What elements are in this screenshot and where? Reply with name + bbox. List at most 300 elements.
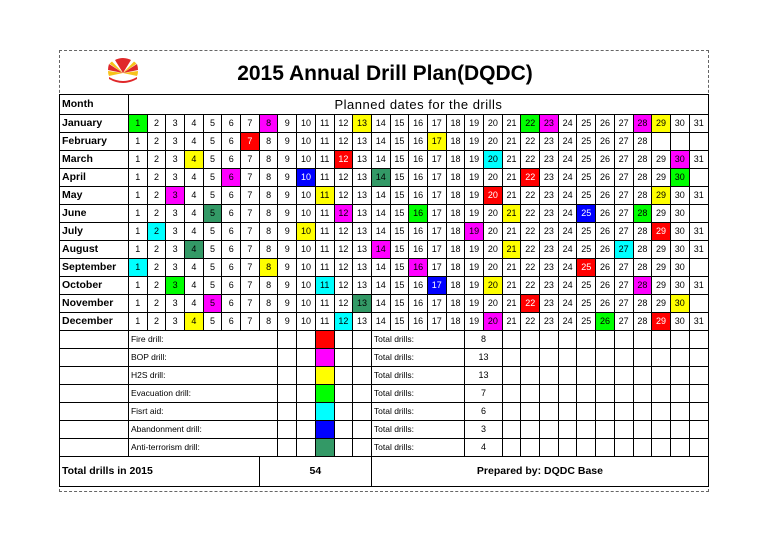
day-cell: 15 xyxy=(390,241,409,259)
legend-total-label: Total drills: xyxy=(371,385,464,403)
day-cell: 26 xyxy=(596,223,615,241)
day-cell: 19 xyxy=(465,259,484,277)
day-cell: 16 xyxy=(409,241,428,259)
drill-day-cell: 3 xyxy=(166,187,185,205)
day-cell: 17 xyxy=(427,295,446,313)
day-cell: 31 xyxy=(689,241,708,259)
day-cell: 3 xyxy=(166,151,185,169)
month-row xyxy=(60,295,709,313)
day-cell: 19 xyxy=(465,241,484,259)
day-cell: 1 xyxy=(128,151,147,169)
legend-label: BOP drill: xyxy=(128,349,259,367)
day-cell: 21 xyxy=(502,187,521,205)
day-cell: 2 xyxy=(147,169,166,187)
day-cell: 6 xyxy=(222,133,241,151)
day-cell: 22 xyxy=(521,259,540,277)
drill-day-cell: 25 xyxy=(577,259,596,277)
day-cell: 17 xyxy=(427,241,446,259)
day-cell: 24 xyxy=(558,277,577,295)
day-cell: 18 xyxy=(446,133,465,151)
day-cell: 7 xyxy=(241,241,260,259)
day-cell: 14 xyxy=(371,115,390,133)
day-cell: 23 xyxy=(540,313,559,331)
legend-gap xyxy=(353,421,372,439)
legend-gap xyxy=(540,349,559,367)
day-cell: 18 xyxy=(446,169,465,187)
legend-gap xyxy=(521,367,540,385)
day-cell: 16 xyxy=(409,277,428,295)
day-cell: 4 xyxy=(185,133,204,151)
drill-day-cell: 25 xyxy=(577,205,596,223)
day-cell: 13 xyxy=(353,205,372,223)
day-cell xyxy=(689,205,708,223)
legend-row xyxy=(60,367,709,385)
day-cell: 14 xyxy=(371,277,390,295)
day-cell: 7 xyxy=(241,205,260,223)
legend-color-swatch xyxy=(315,403,334,421)
legend-gap xyxy=(278,385,297,403)
legend-gap xyxy=(670,367,689,385)
legend-gap xyxy=(670,403,689,421)
legend-gap xyxy=(521,439,540,457)
legend-gap xyxy=(334,439,353,457)
day-cell: 18 xyxy=(446,277,465,295)
day-cell: 18 xyxy=(446,205,465,223)
legend-gap xyxy=(502,367,521,385)
day-cell: 9 xyxy=(278,313,297,331)
legend-gap xyxy=(652,403,671,421)
legend-gap xyxy=(670,439,689,457)
day-cell: 26 xyxy=(596,151,615,169)
legend-gap xyxy=(633,403,652,421)
legend-gap xyxy=(259,367,278,385)
drill-day-cell: 13 xyxy=(353,295,372,313)
day-cell: 2 xyxy=(147,151,166,169)
day-cell: 16 xyxy=(409,115,428,133)
day-cell: 30 xyxy=(670,259,689,277)
day-cell: 8 xyxy=(259,241,278,259)
day-cell: 11 xyxy=(315,241,334,259)
day-cell: 28 xyxy=(633,223,652,241)
day-cell: 4 xyxy=(185,187,204,205)
day-cell: 23 xyxy=(540,277,559,295)
legend-gap xyxy=(278,403,297,421)
day-cell: 25 xyxy=(577,295,596,313)
day-cell: 3 xyxy=(166,259,185,277)
legend-gap xyxy=(334,367,353,385)
day-cell: 17 xyxy=(427,169,446,187)
day-cell: 15 xyxy=(390,223,409,241)
month-row xyxy=(60,115,709,133)
day-cell: 20 xyxy=(484,169,503,187)
legend-gap xyxy=(353,439,372,457)
month-header: Month xyxy=(60,95,129,115)
day-cell: 4 xyxy=(185,205,204,223)
legend-gap xyxy=(577,367,596,385)
day-cell: 5 xyxy=(203,277,222,295)
month-name: September xyxy=(60,259,129,277)
day-cell: 2 xyxy=(147,115,166,133)
legend-gap xyxy=(353,349,372,367)
day-cell: 27 xyxy=(614,169,633,187)
day-cell: 19 xyxy=(465,313,484,331)
legend-gap xyxy=(652,349,671,367)
legend-gap xyxy=(334,331,353,349)
legend-gap xyxy=(278,349,297,367)
legend-color-swatch xyxy=(315,439,334,457)
day-cell: 25 xyxy=(577,313,596,331)
legend-gap xyxy=(558,403,577,421)
day-cell: 13 xyxy=(353,169,372,187)
legend-gap xyxy=(502,385,521,403)
day-cell: 25 xyxy=(577,277,596,295)
legend-gap xyxy=(633,349,652,367)
day-cell: 9 xyxy=(278,115,297,133)
legend-gap xyxy=(652,367,671,385)
legend-gap xyxy=(596,421,615,439)
day-cell: 24 xyxy=(558,205,577,223)
legend-gap xyxy=(689,385,708,403)
day-cell: 12 xyxy=(334,223,353,241)
month-name: November xyxy=(60,295,129,313)
month-row xyxy=(60,133,709,151)
drill-day-cell: 17 xyxy=(427,277,446,295)
month-name: February xyxy=(60,133,129,151)
day-cell: 26 xyxy=(596,205,615,223)
day-cell: 15 xyxy=(390,205,409,223)
day-cell: 9 xyxy=(278,259,297,277)
footer-row xyxy=(60,457,709,487)
legend-label: H2S drill: xyxy=(128,367,259,385)
day-cell: 21 xyxy=(502,295,521,313)
day-cell: 17 xyxy=(427,223,446,241)
drill-day-cell: 11 xyxy=(315,277,334,295)
day-cell: 28 xyxy=(633,151,652,169)
day-cell: 7 xyxy=(241,187,260,205)
prepared-by: Prepared by: DQDC Base xyxy=(371,457,708,487)
day-cell: 13 xyxy=(353,313,372,331)
legend-color-swatch xyxy=(315,421,334,439)
day-cell: 25 xyxy=(577,169,596,187)
legend-gap xyxy=(259,385,278,403)
day-cell: 24 xyxy=(558,313,577,331)
legend-gap xyxy=(502,331,521,349)
day-cell: 1 xyxy=(128,187,147,205)
month-row xyxy=(60,223,709,241)
day-cell: 11 xyxy=(315,313,334,331)
day-cell: 25 xyxy=(577,151,596,169)
legend-gap xyxy=(614,349,633,367)
legend-gap xyxy=(614,367,633,385)
day-cell: 27 xyxy=(614,151,633,169)
legend-total-label: Total drills: xyxy=(371,403,464,421)
drill-day-cell: 1 xyxy=(128,259,147,277)
day-cell: 12 xyxy=(334,241,353,259)
day-cell: 8 xyxy=(259,151,278,169)
legend-gap xyxy=(633,331,652,349)
day-cell xyxy=(689,133,708,151)
day-cell: 1 xyxy=(128,295,147,313)
legend-gap xyxy=(502,421,521,439)
day-cell: 19 xyxy=(465,187,484,205)
day-cell: 21 xyxy=(502,151,521,169)
day-cell: 26 xyxy=(596,295,615,313)
day-cell: 9 xyxy=(278,151,297,169)
day-cell: 10 xyxy=(297,313,316,331)
drill-day-cell: 13 xyxy=(353,115,372,133)
legend-gap xyxy=(521,349,540,367)
month-name: December xyxy=(60,313,129,331)
day-cell: 16 xyxy=(409,169,428,187)
legend-label: Anti-terrorism drill: xyxy=(128,439,259,457)
day-cell: 26 xyxy=(596,115,615,133)
day-cell: 15 xyxy=(390,187,409,205)
month-row xyxy=(60,187,709,205)
legend-gap xyxy=(633,367,652,385)
month-row xyxy=(60,241,709,259)
day-cell: 18 xyxy=(446,259,465,277)
day-cell: 19 xyxy=(465,295,484,313)
day-cell: 8 xyxy=(259,205,278,223)
total-drills-label: Total drills in 2015 xyxy=(60,457,260,487)
drill-day-cell: 2 xyxy=(147,223,166,241)
drill-day-cell: 28 xyxy=(633,277,652,295)
day-cell: 4 xyxy=(185,169,204,187)
day-cell: 19 xyxy=(465,277,484,295)
legend-gap xyxy=(297,367,316,385)
day-cell: 22 xyxy=(521,241,540,259)
company-logo-icon xyxy=(105,57,141,87)
legend-gap xyxy=(278,421,297,439)
day-cell: 2 xyxy=(147,205,166,223)
drill-day-cell: 23 xyxy=(540,115,559,133)
day-cell: 31 xyxy=(689,313,708,331)
drill-day-cell: 29 xyxy=(652,187,671,205)
drill-day-cell: 11 xyxy=(315,187,334,205)
legend-gap xyxy=(596,349,615,367)
day-cell: 3 xyxy=(166,223,185,241)
month-name: July xyxy=(60,223,129,241)
legend-gap xyxy=(278,331,297,349)
day-cell: 30 xyxy=(670,205,689,223)
day-cell: 31 xyxy=(689,277,708,295)
day-cell: 13 xyxy=(353,259,372,277)
legend-color-swatch xyxy=(315,367,334,385)
day-cell: 29 xyxy=(652,259,671,277)
legend-gap xyxy=(614,403,633,421)
drill-day-cell: 20 xyxy=(484,313,503,331)
legend-gap xyxy=(577,439,596,457)
day-cell: 28 xyxy=(633,259,652,277)
legend-gap xyxy=(259,349,278,367)
legend-gap xyxy=(259,421,278,439)
day-cell: 9 xyxy=(278,169,297,187)
day-cell: 6 xyxy=(222,187,241,205)
day-cell: 10 xyxy=(297,133,316,151)
day-cell: 31 xyxy=(689,223,708,241)
legend-spacer xyxy=(60,403,129,421)
day-cell: 22 xyxy=(521,187,540,205)
day-cell: 7 xyxy=(241,169,260,187)
day-cell: 1 xyxy=(128,133,147,151)
legend-gap xyxy=(334,385,353,403)
day-cell: 8 xyxy=(259,223,278,241)
day-cell: 20 xyxy=(484,133,503,151)
day-cell: 1 xyxy=(128,169,147,187)
day-cell: 28 xyxy=(633,241,652,259)
day-cell: 22 xyxy=(521,277,540,295)
day-cell: 7 xyxy=(241,277,260,295)
drill-day-cell: 22 xyxy=(521,295,540,313)
day-cell: 2 xyxy=(147,187,166,205)
day-cell: 27 xyxy=(614,205,633,223)
day-cell: 2 xyxy=(147,133,166,151)
month-name: October xyxy=(60,277,129,295)
day-cell: 15 xyxy=(390,259,409,277)
legend-gap xyxy=(614,421,633,439)
day-cell: 24 xyxy=(558,115,577,133)
day-cell: 12 xyxy=(334,277,353,295)
day-cell: 8 xyxy=(259,277,278,295)
legend-gap xyxy=(689,349,708,367)
day-cell: 11 xyxy=(315,115,334,133)
day-cell: 28 xyxy=(633,133,652,151)
legend-gap xyxy=(540,331,559,349)
day-cell: 26 xyxy=(596,187,615,205)
day-cell: 15 xyxy=(390,169,409,187)
legend-gap xyxy=(521,403,540,421)
day-cell: 18 xyxy=(446,115,465,133)
day-cell: 10 xyxy=(297,241,316,259)
day-cell: 16 xyxy=(409,295,428,313)
day-cell: 17 xyxy=(427,313,446,331)
day-cell: 9 xyxy=(278,187,297,205)
month-row xyxy=(60,169,709,187)
day-cell: 1 xyxy=(128,241,147,259)
day-cell: 28 xyxy=(633,169,652,187)
drill-day-cell: 22 xyxy=(521,169,540,187)
day-cell: 29 xyxy=(652,151,671,169)
day-cell: 17 xyxy=(427,187,446,205)
day-cell: 1 xyxy=(128,277,147,295)
day-cell: 14 xyxy=(371,151,390,169)
day-cell: 4 xyxy=(185,115,204,133)
day-cell: 26 xyxy=(596,133,615,151)
legend-gap xyxy=(652,385,671,403)
drill-day-cell: 30 xyxy=(670,295,689,313)
legend-gap xyxy=(502,349,521,367)
legend-total-value: 8 xyxy=(465,331,502,349)
day-cell: 18 xyxy=(446,223,465,241)
drill-day-cell: 28 xyxy=(633,115,652,133)
day-cell: 31 xyxy=(689,187,708,205)
drill-day-cell: 29 xyxy=(652,115,671,133)
day-cell: 6 xyxy=(222,277,241,295)
drill-day-cell: 4 xyxy=(185,313,204,331)
day-cell: 9 xyxy=(278,295,297,313)
legend-spacer xyxy=(60,385,129,403)
drill-day-cell: 6 xyxy=(222,169,241,187)
drill-day-cell: 19 xyxy=(465,223,484,241)
drill-day-cell: 27 xyxy=(614,241,633,259)
legend-spacer xyxy=(60,367,129,385)
drill-day-cell: 5 xyxy=(203,205,222,223)
day-cell: 22 xyxy=(521,205,540,223)
day-cell: 5 xyxy=(203,187,222,205)
day-cell: 27 xyxy=(614,223,633,241)
day-cell: 24 xyxy=(558,187,577,205)
month-name: January xyxy=(60,115,129,133)
day-cell xyxy=(689,169,708,187)
day-cell: 27 xyxy=(614,313,633,331)
legend-label: Abandonment drill: xyxy=(128,421,259,439)
day-cell: 10 xyxy=(297,295,316,313)
day-cell: 30 xyxy=(670,187,689,205)
legend-gap xyxy=(558,349,577,367)
day-cell: 4 xyxy=(185,277,204,295)
drill-day-cell: 21 xyxy=(502,241,521,259)
day-cell: 29 xyxy=(652,277,671,295)
day-cell: 20 xyxy=(484,295,503,313)
day-cell: 6 xyxy=(222,241,241,259)
day-cell: 24 xyxy=(558,151,577,169)
legend-label: Fire drill: xyxy=(128,331,259,349)
day-cell: 6 xyxy=(222,115,241,133)
day-cell: 1 xyxy=(128,313,147,331)
day-cell: 25 xyxy=(577,115,596,133)
day-cell: 5 xyxy=(203,133,222,151)
day-cell: 23 xyxy=(540,205,559,223)
legend-gap xyxy=(596,331,615,349)
drill-day-cell: 22 xyxy=(521,115,540,133)
day-cell: 6 xyxy=(222,151,241,169)
legend-gap xyxy=(297,331,316,349)
legend-gap xyxy=(596,403,615,421)
drill-day-cell: 8 xyxy=(259,115,278,133)
legend-total-label: Total drills: xyxy=(371,349,464,367)
day-cell: 6 xyxy=(222,205,241,223)
drill-day-cell: 8 xyxy=(259,259,278,277)
day-cell: 14 xyxy=(371,313,390,331)
day-cell: 22 xyxy=(521,133,540,151)
day-cell: 27 xyxy=(614,259,633,277)
day-cell: 2 xyxy=(147,313,166,331)
day-cell: 7 xyxy=(241,151,260,169)
day-cell xyxy=(689,295,708,313)
legend-gap xyxy=(689,367,708,385)
day-cell: 12 xyxy=(334,187,353,205)
legend-gap xyxy=(502,403,521,421)
planned-dates-header: Planned dates for the drills xyxy=(128,95,708,115)
legend-gap xyxy=(577,385,596,403)
day-cell: 16 xyxy=(409,313,428,331)
legend-total-label: Total drills: xyxy=(371,439,464,457)
drill-day-cell: 26 xyxy=(596,313,615,331)
legend-total-value: 4 xyxy=(465,439,502,457)
day-cell: 25 xyxy=(577,133,596,151)
month-name: March xyxy=(60,151,129,169)
day-cell: 11 xyxy=(315,133,334,151)
legend-color-swatch xyxy=(315,331,334,349)
drill-day-cell: 7 xyxy=(241,133,260,151)
day-cell: 18 xyxy=(446,313,465,331)
day-cell: 22 xyxy=(521,313,540,331)
day-cell: 10 xyxy=(297,259,316,277)
day-cell: 23 xyxy=(540,295,559,313)
drill-day-cell: 12 xyxy=(334,205,353,223)
day-cell: 11 xyxy=(315,223,334,241)
legend-gap xyxy=(540,385,559,403)
